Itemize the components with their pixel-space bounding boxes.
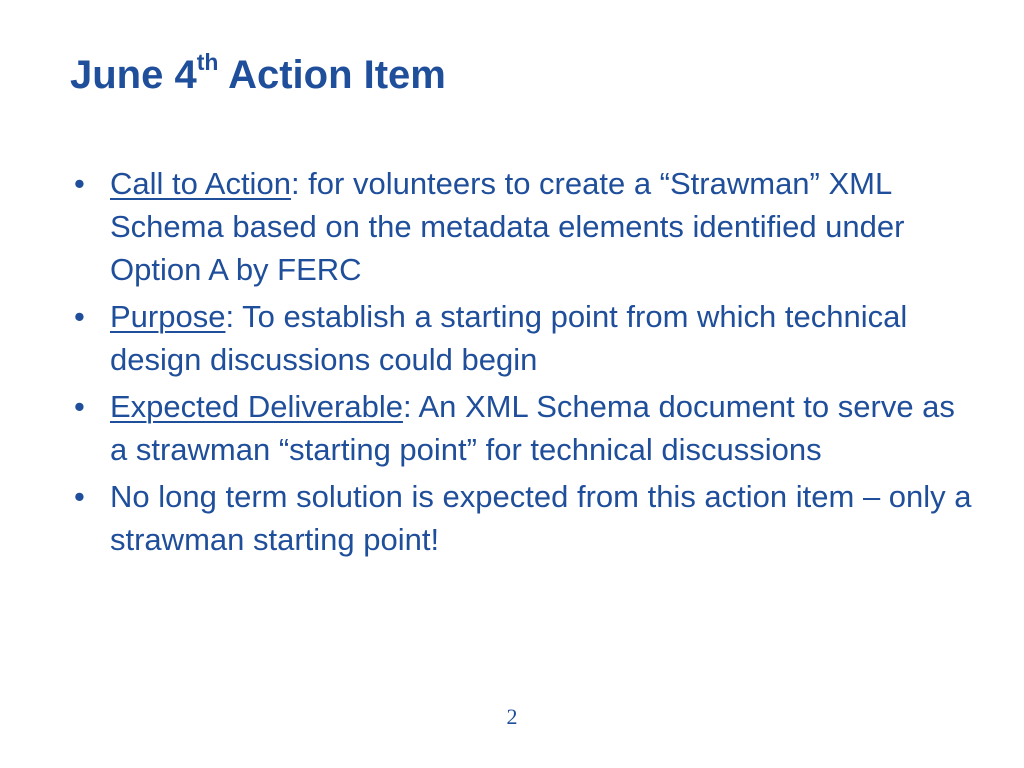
bullet-item-call-to-action: [70, 162, 980, 291]
bullet-item-purpose: [70, 295, 980, 381]
page-number: 2: [506, 704, 518, 729]
title-suffix: Action Item: [218, 53, 446, 97]
bullet-text: : To establish a starting point from which technical design discussions could begin: [110, 299, 908, 377]
bullet-icon: •: [74, 166, 85, 201]
bullet-term: Purpose: [110, 299, 226, 334]
bullet-text: No long term solution is expected from this action item – only a strawman starting point!: [110, 479, 972, 557]
title-prefix: June 4: [70, 53, 197, 97]
title-superscript: th: [196, 48, 219, 75]
bullet-item-no-long-term-solution: [70, 475, 980, 561]
bullet-text: : for volunteers to create a “Strawman” XML Schema based on the metadata elements identified under Option A by FERC: [110, 166, 905, 287]
slide-title: [70, 48, 446, 98]
bullet-icon: •: [74, 299, 85, 334]
bullet-term: Expected Deliverable: [110, 389, 403, 424]
bullet-text: : An XML Schema document to serve as a strawman “starting point” for technical discussions: [110, 389, 955, 467]
bullet-list: [70, 162, 980, 565]
bullet-term: Call to Action: [110, 166, 291, 201]
bullet-icon: •: [74, 479, 85, 514]
bullet-item-expected-deliverable: [70, 385, 980, 471]
bullet-icon: •: [74, 389, 85, 424]
